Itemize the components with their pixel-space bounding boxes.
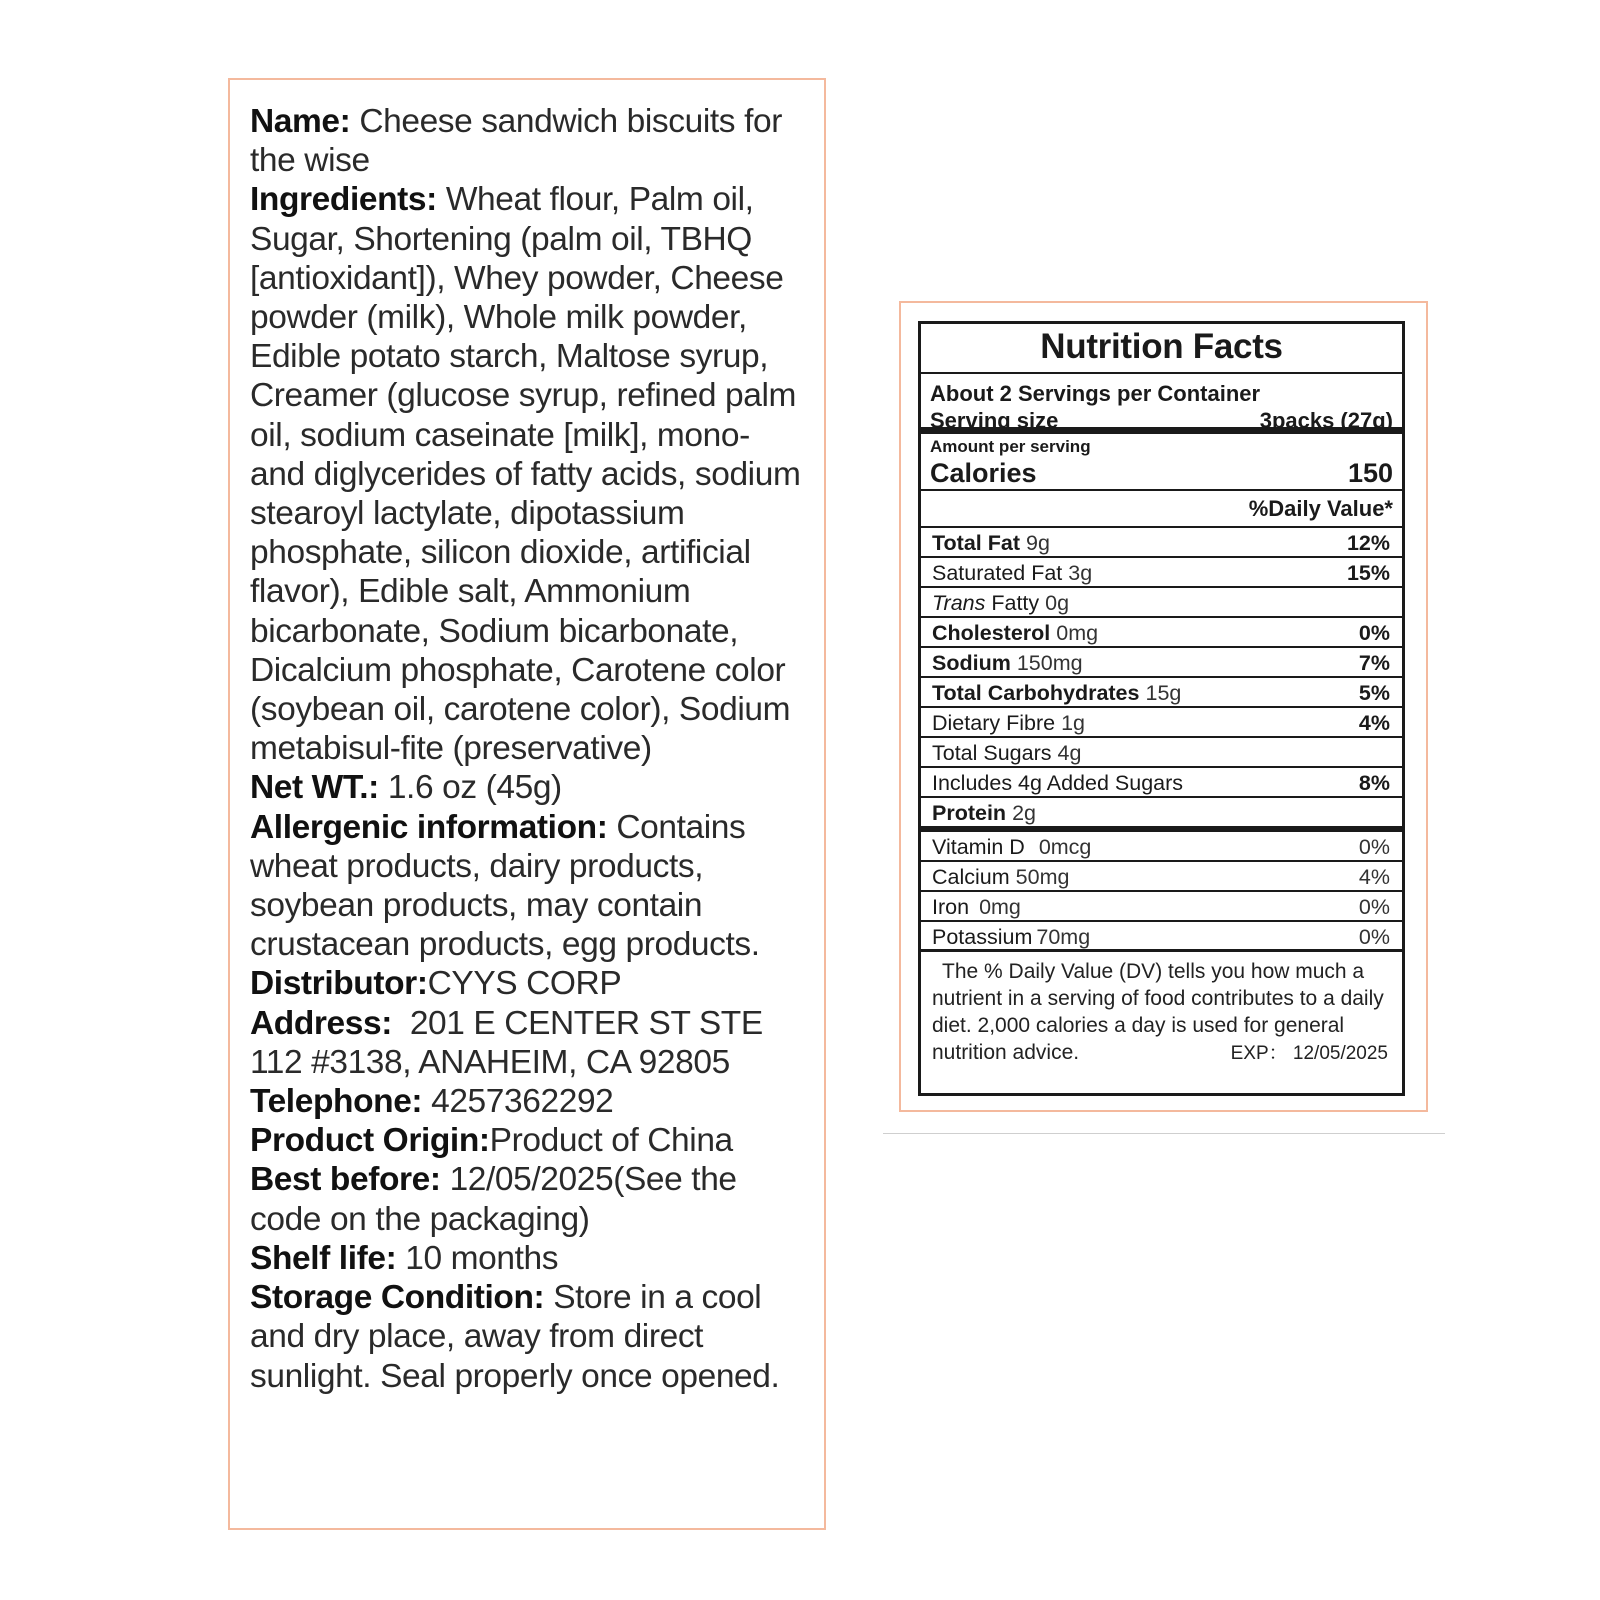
- storage-entry: [250, 1278, 810, 1396]
- nutrient-percent: 12%: [1346, 531, 1390, 555]
- nutrient-amount: 3g: [1068, 561, 1093, 585]
- distributor-entry: [250, 964, 810, 1003]
- net-weight-value: 1.6 oz (45g): [378, 769, 562, 807]
- product-info-panel: [228, 78, 826, 1530]
- nutrient-amount: 9g: [1025, 531, 1050, 555]
- nutrient-amount: 1g: [1061, 711, 1085, 735]
- storage-label: Storage Condition:: [250, 1279, 545, 1317]
- daily-value-footnote: [921, 952, 1402, 1066]
- name-entry: [250, 102, 810, 180]
- telephone-value: 4257362292: [422, 1083, 614, 1121]
- serving-size-row: [930, 407, 1393, 434]
- nutrient-row-vitamin-d: [921, 832, 1402, 862]
- nutrient-row-trans-fat: [921, 588, 1402, 618]
- distributor-value: CYYS CORP: [427, 965, 622, 1003]
- nutrient-percent: 7%: [1358, 651, 1390, 675]
- nutrient-row-added-sugars: [921, 768, 1402, 798]
- nutrient-percent: 5%: [1358, 681, 1390, 705]
- nutrition-facts-label: [918, 321, 1405, 1096]
- nutrient-name: Dietary Fibre: [932, 711, 1056, 735]
- nutrient-name: Cholesterol: [932, 621, 1051, 645]
- ingredients-label: Ingredients:: [250, 181, 437, 219]
- shelf-life-label: Shelf life:: [250, 1239, 397, 1277]
- nutrient-percent: 4%: [1358, 711, 1390, 735]
- nutrient-name: Saturated Fat: [932, 561, 1063, 585]
- nutrient-row-potassium: [921, 922, 1402, 952]
- nutrient-row-cholesterol: [921, 618, 1402, 648]
- nutrient-row-sodium: [921, 648, 1402, 678]
- nutrient-amount: 0mcg: [1038, 835, 1092, 859]
- nutrient-amount: 0g: [1045, 591, 1070, 615]
- origin-label: Product Origin:: [250, 1122, 490, 1160]
- nutrition-title: Nutrition Facts: [921, 324, 1402, 374]
- divider-line: [883, 1133, 1445, 1134]
- address-entry: [250, 1004, 810, 1082]
- telephone-entry: [250, 1082, 810, 1121]
- net-weight-entry: [250, 768, 810, 807]
- nutrient-name: Calcium: [932, 865, 1010, 889]
- allergen-value: Contains wheat products, dairy products, soybean products, may contain crustacean products, egg products.: [250, 808, 760, 964]
- address-label: Address:: [250, 1004, 393, 1042]
- nutrient-name: Protein: [932, 801, 1007, 825]
- nutrient-percent: 8%: [1358, 771, 1390, 795]
- best-before-value: 12/05/2025(See the code on the packaging): [250, 1161, 737, 1238]
- nutrient-name: Sodium: [932, 651, 1011, 675]
- nutrient-percent: 4%: [1358, 865, 1390, 889]
- daily-value-header: %Daily Value*: [921, 491, 1402, 528]
- distributor-label: Distributor:: [250, 965, 428, 1003]
- calories-value: 150: [1347, 458, 1393, 488]
- serving-size-value: 3packs (27g): [1259, 408, 1393, 433]
- nutrient-percent: 0%: [1358, 621, 1390, 645]
- name-value: Cheese sandwich biscuits for the wise: [250, 103, 782, 180]
- calories-section: [921, 434, 1402, 491]
- nutrient-amount: 50mg: [1015, 865, 1070, 889]
- ingredients-value: Wheat flour, Palm oil, Sugar, Shortening (palm oil, TBHQ [antioxidant]), Whey powder, Cheese powder (milk), Whole milk powder, Edible potato starch, Maltose syrup, Creamer (glucose syrup, refined palm oil, sodium caseinate [milk], mono- and diglycerides of fatty acids, sodium stearoyl lactylate, dipotassium phosphate, silicon dioxide, artificial flavor), Edible salt, Ammonium bicarbonate, Sodium bicarbonate, Dicalcium phosphate, Carotene color (soybean oil, carotene color), Sodium metabisul-fite (preservative): [250, 181, 801, 768]
- nutrient-row-total-sugars: [921, 738, 1402, 768]
- net-weight-label: Net WT.:: [250, 769, 379, 807]
- calories-row: [930, 458, 1393, 488]
- nutrient-amount: 70mg: [1036, 925, 1091, 949]
- address-value: 201 E CENTER ST STE 112 #3138, ANAHEIM, CA 92805: [250, 1004, 772, 1081]
- footnote-text: The % Daily Value (DV) tells you how much a nutrient in a serving of food contributes to a daily diet. 2,000 calories a day is used for general nutrition advice.: [932, 960, 1384, 1064]
- storage-value: Store in a cool and dry place, away from direct sunlight. Seal properly once opened.: [250, 1279, 780, 1395]
- nutrient-name: Total Fat: [932, 531, 1020, 555]
- nutrient-name: Total Sugars: [932, 741, 1052, 765]
- origin-value: Product of China: [489, 1122, 733, 1160]
- ingredients-entry: [250, 180, 810, 768]
- nutrient-name: Vitamin D: [932, 835, 1025, 859]
- servings-per-container: About 2 Servings per Container: [930, 381, 1261, 406]
- expiry-date: EXP： 12/05/2025: [1231, 1040, 1388, 1067]
- shelf-life-entry: [250, 1239, 810, 1278]
- nutrition-panel: [899, 301, 1428, 1112]
- servings-section: [921, 374, 1402, 434]
- nutrient-row-iron: [921, 892, 1402, 922]
- nutrient-amount: 0mg: [1056, 621, 1099, 645]
- nutrient-row-protein: [921, 798, 1402, 832]
- calories-label: Calories: [930, 458, 1037, 488]
- allergen-entry: [250, 808, 810, 965]
- nutrient-name: Includes 4g Added Sugars: [932, 771, 1184, 795]
- best-before-label: Best before:: [250, 1161, 441, 1199]
- nutrient-name: Potassium: [932, 925, 1033, 949]
- nutrient-row-saturated-fat: [921, 558, 1402, 588]
- serving-size-label: Serving size: [930, 408, 1059, 433]
- nutrient-row-total-carbohydrates: [921, 678, 1402, 708]
- nutrient-amount: 2g: [1012, 801, 1036, 825]
- nutrient-percent: 0%: [1358, 895, 1390, 919]
- nutrient-name: Total Carbohydrates: [932, 681, 1140, 705]
- nutrient-name: Iron: [932, 895, 970, 919]
- shelf-life-value: 10 months: [396, 1239, 559, 1277]
- nutrient-amount: 150mg: [1016, 651, 1083, 675]
- nutrient-amount: 4g: [1057, 741, 1082, 765]
- best-before-entry: [250, 1160, 810, 1238]
- nutrient-percent: 0%: [1358, 925, 1390, 949]
- name-label: Name:: [250, 103, 351, 140]
- nutrient-row-dietary-fibre: [921, 708, 1402, 738]
- nutrient-amount: 15g: [1145, 681, 1182, 705]
- allergen-label: Allergenic information:: [250, 808, 608, 846]
- nutrient-row-calcium: [921, 862, 1402, 892]
- nutrient-name: Fatty: [991, 591, 1040, 615]
- origin-entry: [250, 1121, 810, 1160]
- telephone-label: Telephone:: [250, 1083, 423, 1121]
- amount-per-serving: Amount per serving: [930, 437, 1091, 456]
- nutrient-name-italic: Trans: [932, 591, 986, 615]
- nutrient-percent: 15%: [1346, 561, 1390, 585]
- nutrient-row-total-fat: [921, 528, 1402, 558]
- nutrient-percent: 0%: [1358, 835, 1390, 859]
- nutrient-amount: 0mg: [979, 895, 1021, 919]
